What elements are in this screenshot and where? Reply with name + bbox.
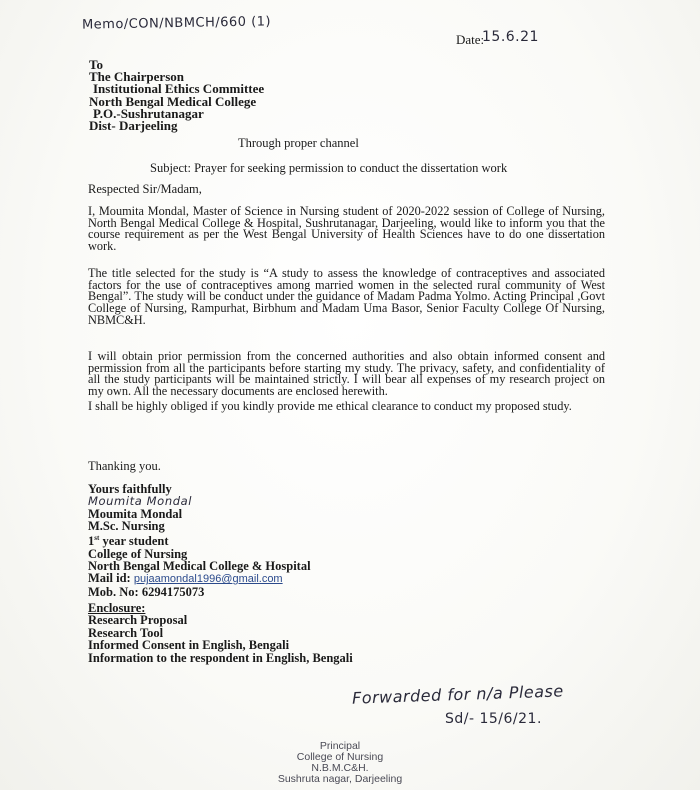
stamp-line: N.B.M.C&H. <box>311 762 369 774</box>
signoff-block <box>88 483 311 598</box>
date-value-handwritten: 15.6.21 <box>482 29 539 45</box>
address-line: P.O.-Sushrutanagar <box>93 105 204 121</box>
stamp-line: Sushruta nagar, Darjeeling <box>277 773 403 785</box>
body-paragraph: I, Moumita Mondal, Master of Science in Nursing student of 2020-2022 session of College of Nursing, North Bengal Medical College & Hospital, Sushrutanagar, Darjeeling, would like to inform you that the course requirement as per the West Bengal University of Health Sciences have to do one dissertation work. <box>88 204 605 254</box>
signoff-yours: Yours faithfully <box>88 482 172 496</box>
body-paragraph: The title selected for the study is “A study to assess the knowledge of contraceptives and associated factors for the use of contraceptives among married women in the selected rural community of West Bengal”. The study will be conduct under the guidance of Madam Padma Yolmo. Acting Principal ,Govt College of Nursing, Rampurhat, Birbhum and Madam Uma Basor, Senior Faculty College Of Nursing, NBMC&H. <box>88 266 605 327</box>
year-number: 1 <box>88 534 95 549</box>
memo-number-handwritten: Memo/CON/NBMCH/660 (1) <box>81 14 272 33</box>
signer-degree: M.Sc. Nursing <box>88 518 165 533</box>
signer-name: Moumita Mondal <box>88 506 183 521</box>
salutation: Respected Sir/Madam, <box>88 182 202 196</box>
enclosure-title: Enclosure: <box>88 601 146 615</box>
forward-signature-handwritten: Sd/- 15/6/21. <box>445 711 542 727</box>
year-text: year student <box>99 534 169 549</box>
enclosure-block <box>88 602 353 664</box>
closing-line: Thanking you. <box>88 459 161 473</box>
address-line: To <box>89 57 103 72</box>
address-line: Institutional Ethics Committee <box>93 81 265 97</box>
signer-mobile: Mob. No: 6294175073 <box>88 584 205 599</box>
signer-college: College of Nursing <box>88 546 188 561</box>
subject-line: Subject: Prayer for seeking permission to conduct the dissertation work <box>150 161 508 175</box>
signer-year <box>88 532 311 547</box>
enclosure-item: Research Proposal <box>88 613 188 628</box>
stamp-line: Principal <box>319 740 361 752</box>
enclosure-item: Information to the respondent in English, Bengali <box>88 650 353 665</box>
body-paragraph: I will obtain prior permission from the concerned authorities and also obtain informed consent and permission from all the participants before starting my study. The privacy, safety, and confidentiality of all the study participants will be maintained strictly. I will bear all expenses of my research project on my own. All the necessary documents are enclosed herewith. <box>88 349 605 399</box>
signer-mail <box>88 572 311 585</box>
stamp-line: College of Nursing <box>296 751 384 763</box>
mail-label: Mail id: <box>88 571 134 586</box>
enclosure-item: Research Tool <box>88 625 164 640</box>
email-link[interactable]: pujaamondal1996@gmail.com <box>133 573 283 586</box>
signer-institution: North Bengal Medical College & Hospital <box>88 558 311 573</box>
handwritten-signature: Moumita Mondal <box>88 494 193 509</box>
address-line: North Bengal Medical College <box>89 93 257 109</box>
recipient-address <box>89 59 264 132</box>
principal-stamp <box>270 741 410 785</box>
body-paragraph: I shall be highly obliged if you kindly provide me ethical clearance to conduct my proposed study. <box>88 399 572 413</box>
forward-note-handwritten: Forwarded for n/a Please <box>351 681 564 708</box>
channel-line: Through proper channel <box>238 136 359 150</box>
address-line: Dist- Darjeeling <box>89 118 178 134</box>
year-suffix: st <box>94 534 100 543</box>
address-line: The Chairperson <box>89 69 184 85</box>
date-label: Date: <box>456 32 485 47</box>
enclosure-item: Informed Consent in English, Bengali <box>88 638 290 653</box>
